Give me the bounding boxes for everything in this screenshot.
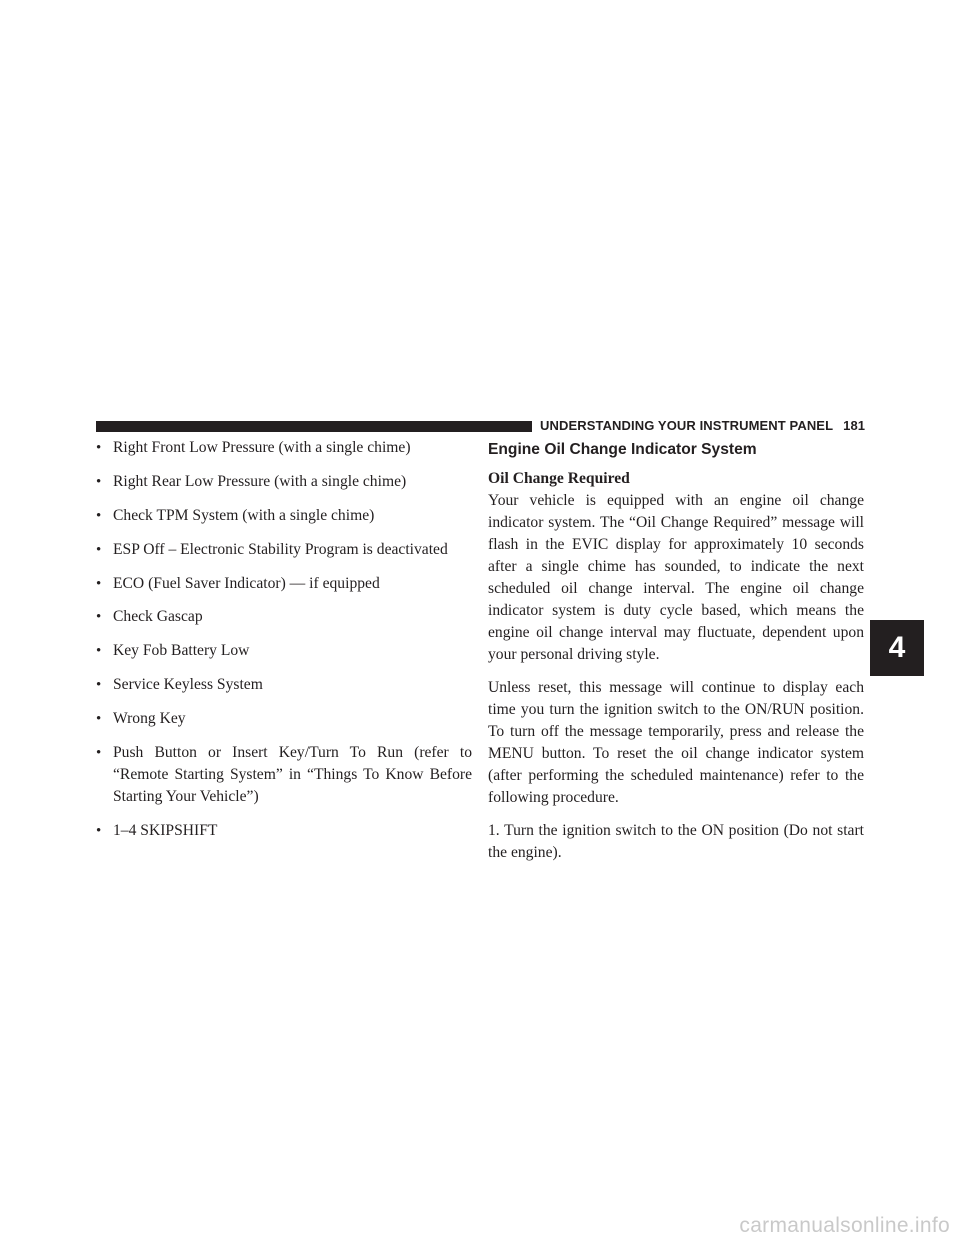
list-item — [96, 674, 472, 696]
bullet-icon: • — [96, 473, 102, 490]
page-number: 181 — [843, 418, 866, 433]
list-item-text: ECO (Fuel Saver Indicator) — if equipped — [113, 574, 380, 592]
list-item-text: 1–4 SKIPSHIFT — [113, 821, 218, 839]
bullet-icon: • — [96, 677, 102, 694]
list-item — [96, 820, 472, 842]
section-heading: Engine Oil Change Indicator System — [488, 441, 757, 458]
list-item — [96, 606, 472, 628]
bullet-icon: • — [96, 507, 102, 524]
list-item-text: Push Button or Insert Key/Turn To Run (refer to “Remote Starting System” in “Things To Know Before Starting Your Vehicle”) — [113, 744, 472, 806]
bullet-icon: • — [96, 711, 102, 728]
list-item-text: Wrong Key — [113, 710, 186, 728]
list-item — [96, 640, 472, 662]
list-item — [96, 539, 472, 561]
list-item — [96, 573, 472, 595]
chapter-tab: 4 — [870, 620, 924, 676]
running-header — [540, 418, 864, 434]
bullet-icon: • — [96, 643, 102, 660]
list-item — [96, 742, 472, 808]
procedure-step: 1. Turn the ignition switch to the ON position (Do not start the engine). — [488, 822, 864, 861]
bullet-icon: • — [96, 541, 102, 558]
list-item-text: Right Front Low Pressure (with a single chime) — [113, 439, 411, 456]
bullet-icon: • — [96, 822, 102, 839]
list-item — [96, 437, 472, 459]
watermark: carmanualsonline.info — [739, 1214, 950, 1237]
list-item-text: Check Gascap — [113, 608, 203, 626]
list-item — [96, 471, 472, 493]
list-item-text: Key Fob Battery Low — [113, 642, 250, 660]
bullet-icon: • — [96, 440, 102, 456]
bullet-list — [96, 437, 472, 854]
list-item-text: Right Rear Low Pressure (with a single chime) — [113, 472, 407, 490]
list-item — [96, 505, 472, 527]
list-item-text: ESP Off – Electronic Stability Program is deactivated — [113, 540, 448, 558]
list-item — [96, 708, 472, 730]
subsection-heading: Oil Change Required — [488, 470, 630, 487]
header-rule-bar — [96, 421, 532, 432]
bullet-icon: • — [96, 575, 102, 592]
bullet-icon: • — [96, 609, 102, 626]
bullet-icon: • — [96, 745, 102, 762]
list-item-text: Check TPM System (with a single chime) — [113, 506, 375, 524]
body-paragraph: Unless reset, this message will continue to display each time you turn the ignition switch to the ON/RUN position. To turn off the message temporarily, press and release the MENU button. To reset the oil change indicator system (after performing the scheduled maintenance) refer to the following procedure. — [488, 679, 864, 806]
list-item-text: Service Keyless System — [113, 676, 263, 694]
body-paragraph: Your vehicle is equipped with an engine oil change indicator system. The “Oil Change Required” message will flash in the EVIC display for approximately 10 seconds after a single chime has sounded, to indicate the next scheduled oil change interval. The engine oil change indicator system is duty cycle based, which means the engine oil change interval may fluctuate, dependent upon your personal driving style. — [488, 492, 864, 663]
right-column — [488, 439, 864, 864]
header-section-title: UNDERSTANDING YOUR INSTRUMENT PANEL — [540, 418, 834, 433]
